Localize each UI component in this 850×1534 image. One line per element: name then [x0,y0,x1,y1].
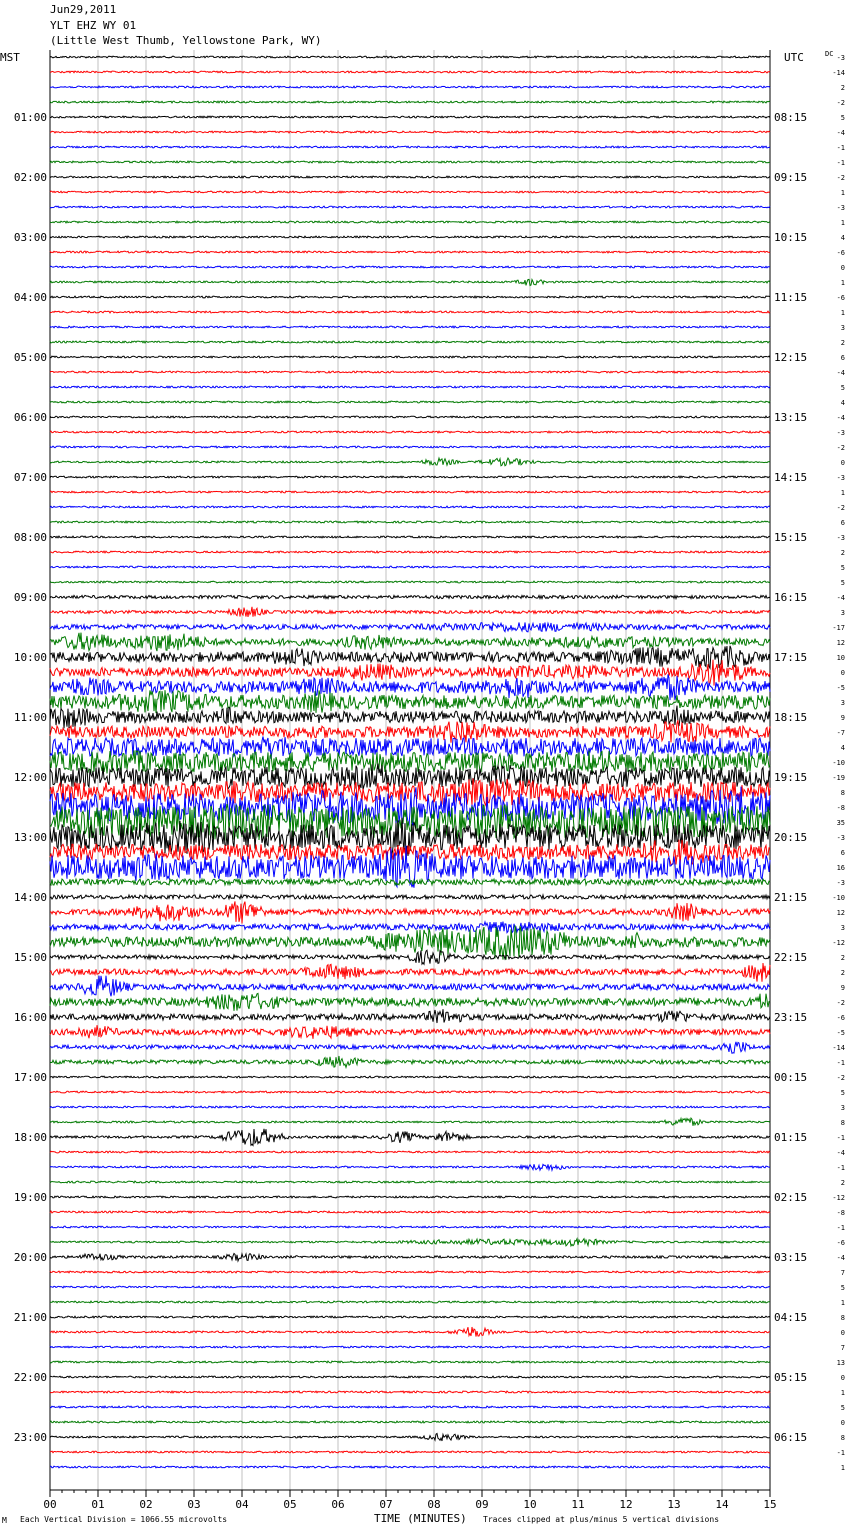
x-tick-label-03: 03 [187,1498,201,1511]
dc-offset-row-86: 7 [840,1344,845,1352]
utc-label-06:15: 06:15 [774,1431,808,1444]
trace-row-15 [50,279,770,285]
dc-offset-row-8: -2 [836,174,845,182]
mst-label-01:00: 01:00 [13,111,47,124]
trace-row-78 [50,1226,770,1228]
utc-label-12:15: 12:15 [774,351,808,364]
utc-label-00:15: 00:15 [774,1071,808,1084]
trace-row-77 [50,1211,770,1213]
dc-offset-row-9: 1 [840,189,845,197]
trace-row-3 [50,101,770,103]
dc-offset-row-79: -6 [836,1239,845,1247]
trace-row-74 [50,1164,770,1170]
trace-row-70 [50,1106,770,1108]
time-axis [43,1490,776,1511]
trace-row-91 [50,1421,770,1423]
utc-label-09:15: 09:15 [774,171,808,184]
x-tick-label-01: 01 [91,1498,105,1511]
trace-row-4 [50,116,770,118]
dc-offset-row-6: -1 [836,144,845,152]
trace-row-23 [50,401,770,403]
dc-offset-row-42: -5 [836,684,845,692]
mst-label-22:00: 22:00 [13,1371,47,1384]
trace-row-38 [50,623,770,632]
trace-row-94 [50,1466,770,1468]
x-tick-label-12: 12 [619,1498,633,1511]
trace-row-87 [50,1361,770,1363]
dc-offset-row-24: -4 [836,414,845,422]
dc-offset-row-25: -3 [836,429,845,437]
dc-offset-row-53: 6 [840,849,845,857]
dc-offset-row-38: -17 [832,624,845,632]
mst-label-17:00: 17:00 [13,1071,47,1084]
dc-offset-row-80: -4 [836,1254,845,1262]
trace-row-6 [50,146,770,148]
trace-row-89 [50,1391,770,1393]
trace-row-27 [50,458,770,466]
x-tick-label-00: 00 [43,1498,57,1511]
utc-label-02:15: 02:15 [774,1191,808,1204]
dc-offset-row-59: -12 [832,939,845,947]
dc-offset-row-89: 1 [840,1389,845,1397]
trace-row-65 [50,1025,770,1039]
trace-row-39 [50,633,770,652]
dc-offset-row-18: 3 [840,324,845,332]
dc-offset-row-75: 2 [840,1179,845,1187]
dc-offset-row-45: -7 [836,729,845,737]
dc-offset-row-28: -3 [836,474,845,482]
trace-row-22 [50,386,770,388]
dc-offset-row-4: 5 [840,114,845,122]
dc-offset-row-50: -8 [836,804,845,812]
utc-label-18:15: 18:15 [774,711,808,724]
mst-label-09:00: 09:00 [13,591,47,604]
trace-row-13 [50,251,770,253]
trace-row-26 [50,446,770,448]
mst-label-14:00: 14:00 [13,891,47,904]
mst-label-19:00: 19:00 [13,1191,47,1204]
trace-row-10 [50,206,770,208]
dc-offset-row-13: -6 [836,249,845,257]
dc-offset-row-61: 2 [840,969,845,977]
x-tick-label-08: 08 [427,1498,441,1511]
trace-row-58 [50,922,770,933]
x-tick-label-09: 09 [475,1498,489,1511]
dc-offset-row-1: -14 [832,69,845,77]
utc-label-17:15: 17:15 [774,651,808,664]
trace-row-9 [50,191,770,193]
x-tick-label-06: 06 [331,1498,345,1511]
dc-offset-row-92: 8 [840,1434,845,1442]
clip-note: Traces clipped at plus/minus 5 vertical divisions [483,1515,720,1524]
trace-row-34 [50,566,770,568]
trace-row-11 [50,221,770,223]
dc-offset-row-26: -2 [836,444,845,452]
trace-row-60 [50,950,770,964]
dc-column-header: DC [825,50,834,58]
trace-row-80 [50,1254,770,1261]
mst-label-03:00: 03:00 [13,231,47,244]
trace-row-83 [50,1301,770,1303]
dc-offset-row-72: -1 [836,1134,845,1142]
mst-label-07:00: 07:00 [13,471,47,484]
utc-label-10:15: 10:15 [774,231,808,244]
utc-label-15:15: 15:15 [774,531,808,544]
dc-offset-row-16: -6 [836,294,845,302]
trace-row-30 [50,506,770,508]
trace-row-2 [50,86,770,88]
utc-label-16:15: 16:15 [774,591,808,604]
dc-offset-row-85: 0 [840,1329,845,1337]
dc-offset-row-32: -3 [836,534,845,542]
trace-row-5 [50,131,770,133]
dc-offset-row-44: 9 [840,714,845,722]
dc-offset-row-23: 4 [840,399,845,407]
dc-offset-row-62: 9 [840,984,845,992]
dc-offset-row-60: 2 [840,954,845,962]
trace-row-85 [50,1327,770,1337]
utc-label-13:15: 13:15 [774,411,808,424]
dc-offset-row-58: 3 [840,924,845,932]
mst-label-15:00: 15:00 [13,951,47,964]
mst-hour-labels [14,111,47,1444]
dc-offset-row-77: -8 [836,1209,845,1217]
dc-offset-row-10: -3 [836,204,845,212]
dc-offset-row-47: -10 [832,759,845,767]
dc-offset-row-78: -1 [836,1224,845,1232]
trace-row-73 [50,1151,770,1153]
trace-row-19 [50,341,770,343]
trace-row-21 [50,371,770,373]
x-tick-label-15: 15 [763,1498,777,1511]
trace-row-1 [50,71,770,73]
mst-label-21:00: 21:00 [13,1311,47,1324]
trace-row-43 [50,690,770,713]
x-tick-label-13: 13 [667,1498,681,1511]
x-tick-label-10: 10 [523,1498,537,1511]
dc-offset-row-76: -12 [832,1194,845,1202]
trace-row-61 [50,963,770,982]
dc-offset-row-11: 1 [840,219,845,227]
trace-row-16 [50,296,770,298]
trace-row-31 [50,521,770,523]
dc-offset-row-21: -4 [836,369,845,377]
trace-row-0 [50,56,770,58]
trace-row-63 [50,993,770,1010]
dc-offset-row-93: -1 [836,1449,845,1457]
mst-label-16:00: 16:00 [13,1011,47,1024]
mst-label-06:00: 06:00 [13,411,47,424]
mst-label-18:00: 18:00 [13,1131,47,1144]
dc-offset-row-17: 1 [840,309,845,317]
trace-row-12 [50,236,770,238]
trace-row-40 [50,646,770,668]
dc-offset-labels [832,54,845,1472]
trace-row-33 [50,551,770,553]
utc-label-19:15: 19:15 [774,771,808,784]
mst-label-02:00: 02:00 [13,171,47,184]
dc-offset-row-40: 10 [836,654,845,662]
date-title: Jun29,2011 [50,3,117,16]
dc-offset-row-29: 1 [840,489,845,497]
trace-row-37 [50,607,770,617]
dc-offset-row-36: -4 [836,594,845,602]
mst-label-10:00: 10:00 [13,651,47,664]
utc-hour-labels [774,111,807,1444]
trace-row-35 [50,581,770,583]
utc-label-04:15: 04:15 [774,1311,808,1324]
dc-offset-row-19: 2 [840,339,845,347]
right-timezone-label: UTC [784,51,804,64]
trace-row-92 [50,1434,770,1441]
x-tick-label-07: 07 [379,1498,393,1511]
dc-offset-row-68: -2 [836,1074,845,1082]
trace-row-36 [50,595,770,598]
dc-offset-row-35: 5 [840,579,845,587]
left-timezone-label: MST [0,51,20,64]
trace-row-45 [50,720,770,743]
trace-row-93 [50,1451,770,1453]
dc-offset-row-87: 13 [836,1359,845,1367]
trace-row-86 [50,1346,770,1348]
dc-offset-row-30: -2 [836,504,845,512]
dc-offset-row-22: 5 [840,384,845,392]
trace-row-62 [50,976,770,997]
dc-offset-row-3: -2 [836,99,845,107]
dc-offset-row-54: 16 [836,864,845,872]
dc-offset-row-39: 12 [836,639,845,647]
utc-label-05:15: 05:15 [774,1371,808,1384]
trace-row-66 [50,1042,770,1054]
seismic-traces [50,56,770,1468]
trace-row-24 [50,416,770,418]
mst-label-23:00: 23:00 [13,1431,47,1444]
dc-offset-row-12: 4 [840,234,845,242]
trace-row-17 [50,311,770,313]
mst-label-20:00: 20:00 [13,1251,47,1264]
dc-offset-row-41: 0 [840,669,845,677]
x-tick-label-14: 14 [715,1498,729,1511]
dc-offset-row-15: 1 [840,279,845,287]
dc-offset-row-34: 5 [840,564,845,572]
trace-row-84 [50,1316,770,1318]
dc-offset-row-90: 5 [840,1404,845,1412]
trace-row-25 [50,431,770,433]
trace-row-72 [50,1129,770,1146]
dc-offset-row-64: -6 [836,1014,845,1022]
utc-label-08:15: 08:15 [774,111,808,124]
utc-label-23:15: 23:15 [774,1011,808,1024]
dc-offset-row-83: 1 [840,1299,845,1307]
dc-offset-row-43: 3 [840,699,845,707]
dc-offset-row-5: -4 [836,129,845,137]
dc-offset-row-67: -1 [836,1059,845,1067]
dc-offset-row-7: -1 [836,159,845,167]
trace-row-88 [50,1376,770,1378]
utc-label-22:15: 22:15 [774,951,808,964]
dc-offset-row-71: 8 [840,1119,845,1127]
trace-row-7 [50,161,770,163]
dc-offset-row-2: 2 [840,84,845,92]
dc-offset-row-69: 5 [840,1089,845,1097]
trace-row-56 [50,895,770,899]
x-tick-label-04: 04 [235,1498,249,1511]
dc-offset-row-56: -10 [832,894,845,902]
trace-row-8 [50,176,770,178]
dc-offset-row-0: -3 [836,54,845,62]
location-title: (Little West Thumb, Yellowstone Park, WY) [50,34,322,47]
dc-offset-row-94: 1 [840,1464,845,1472]
dc-offset-row-37: 3 [840,609,845,617]
utc-label-01:15: 01:15 [774,1131,808,1144]
corner-mark: M [2,1516,7,1525]
dc-offset-row-49: 8 [840,789,845,797]
utc-label-20:15: 20:15 [774,831,808,844]
dc-offset-row-82: 5 [840,1284,845,1292]
scale-note: Each Vertical Division = 1066.55 microvolts [20,1515,228,1524]
dc-offset-row-31: 6 [840,519,845,527]
dc-offset-row-27: 0 [840,459,845,467]
trace-row-71 [50,1118,770,1126]
dc-offset-row-52: -3 [836,834,845,842]
trace-row-32 [50,536,770,538]
trace-row-68 [50,1076,770,1078]
trace-row-81 [50,1271,770,1273]
mst-label-13:00: 13:00 [13,831,47,844]
trace-row-67 [50,1056,770,1067]
dc-offset-row-33: 2 [840,549,845,557]
dc-offset-row-66: -14 [832,1044,845,1052]
trace-row-76 [50,1196,770,1198]
dc-offset-row-84: 8 [840,1314,845,1322]
station-title: YLT EHZ WY 01 [50,19,137,32]
trace-row-28 [50,476,770,478]
dc-offset-row-91: 0 [840,1419,845,1427]
dc-offset-row-20: 6 [840,354,845,362]
trace-row-64 [50,1009,770,1023]
utc-label-03:15: 03:15 [774,1251,808,1264]
dc-offset-row-55: -3 [836,879,845,887]
dc-offset-row-88: 0 [840,1374,845,1382]
trace-row-79 [50,1239,770,1246]
trace-row-69 [50,1091,770,1093]
dc-offset-row-48: -19 [832,774,845,782]
mst-label-12:00: 12:00 [13,771,47,784]
dc-offset-row-73: -4 [836,1149,845,1157]
utc-label-21:15: 21:15 [774,891,808,904]
dc-offset-row-63: -2 [836,999,845,1007]
mst-label-05:00: 05:00 [13,351,47,364]
trace-row-14 [50,266,770,268]
trace-row-18 [50,326,770,328]
dc-offset-row-51: 35 [836,819,845,827]
dc-offset-row-70: 3 [840,1104,845,1112]
trace-row-82 [50,1286,770,1288]
trace-row-57 [50,901,770,923]
x-tick-label-11: 11 [571,1498,585,1511]
dc-offset-row-65: -5 [836,1029,845,1037]
mst-label-11:00: 11:00 [13,711,47,724]
trace-row-75 [50,1181,770,1183]
mst-label-04:00: 04:00 [13,291,47,304]
x-tick-label-02: 02 [139,1498,153,1511]
trace-row-48 [50,764,770,790]
dc-offset-row-14: 0 [840,264,845,272]
trace-row-20 [50,356,770,358]
mst-label-08:00: 08:00 [13,531,47,544]
trace-row-29 [50,491,770,493]
trace-row-90 [50,1406,770,1408]
trace-row-44 [50,706,770,729]
dc-offset-row-74: -1 [836,1164,845,1172]
x-tick-label-05: 05 [283,1498,297,1511]
dc-offset-row-46: 4 [840,744,845,752]
utc-label-14:15: 14:15 [774,471,808,484]
x-axis-title: TIME (MINUTES) [374,1512,467,1525]
dc-offset-row-81: 7 [840,1269,845,1277]
utc-label-11:15: 11:15 [774,291,808,304]
dc-offset-row-57: 12 [836,909,845,917]
